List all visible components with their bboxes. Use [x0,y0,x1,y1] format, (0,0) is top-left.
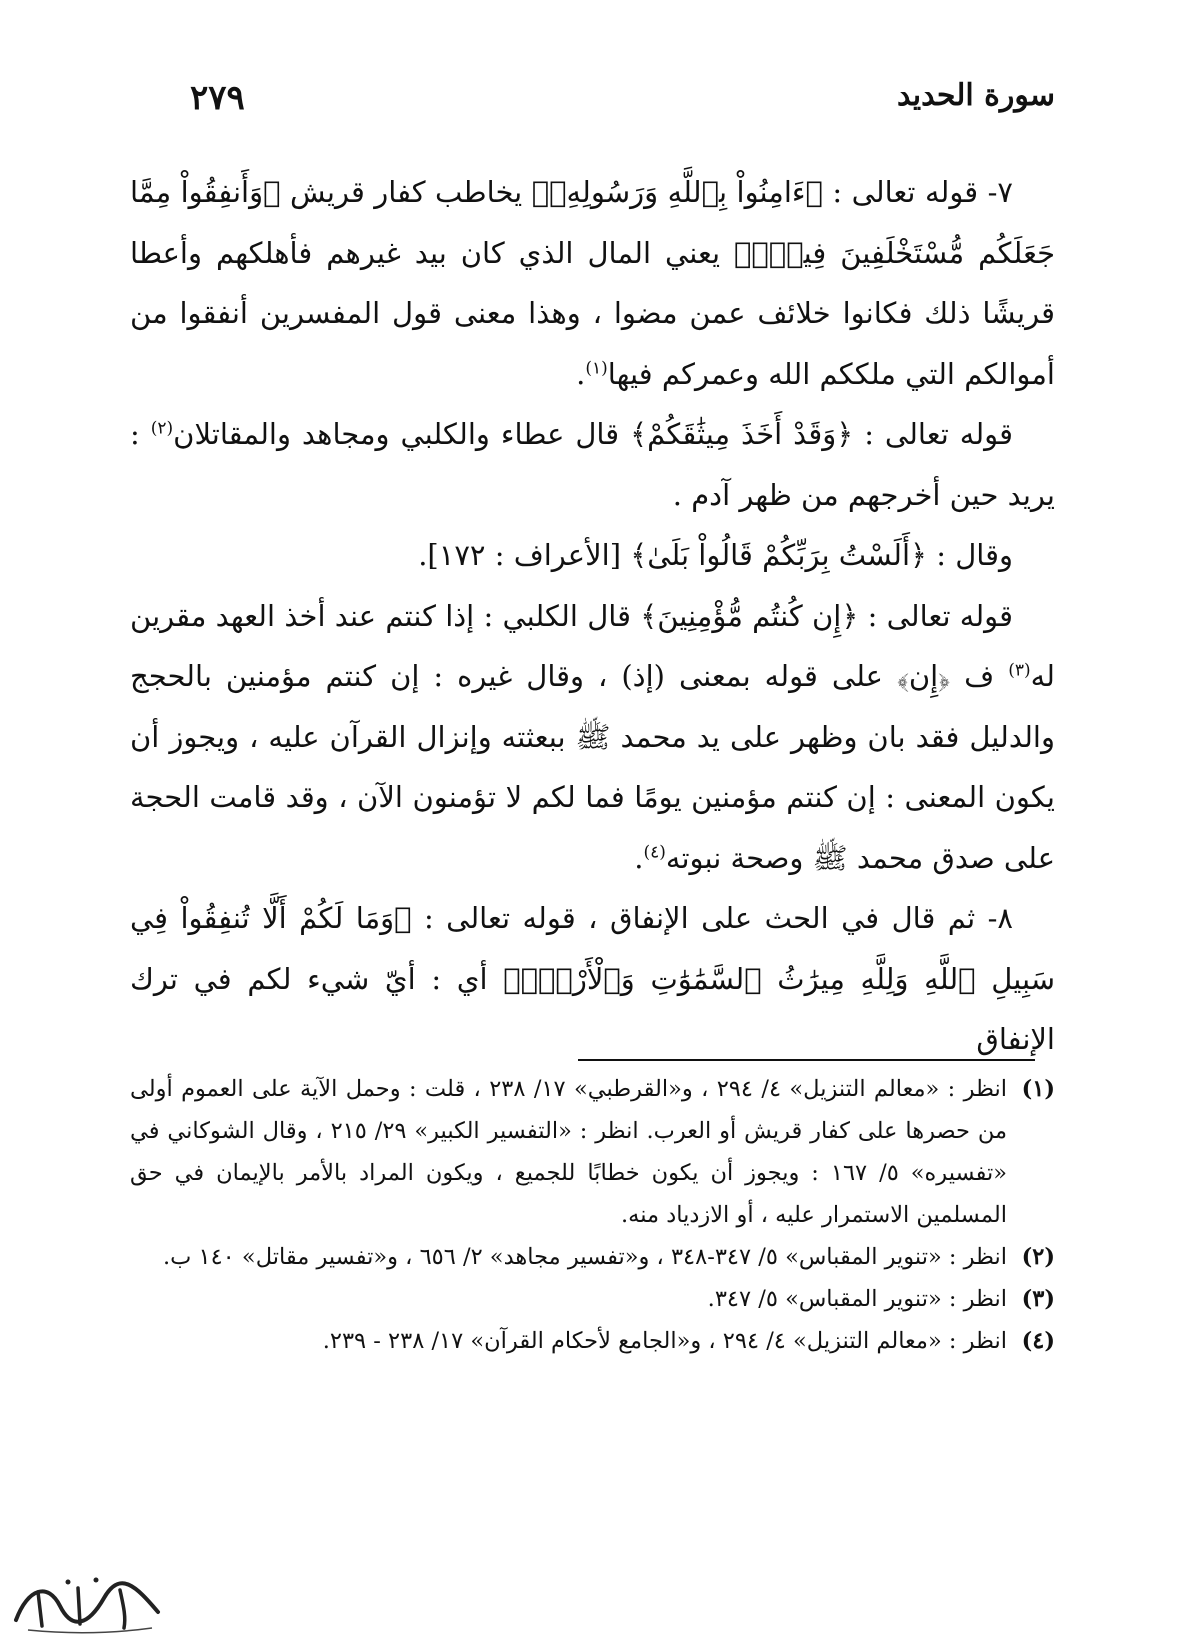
footnote-ref[interactable]: (٣) [1008,660,1031,681]
paragraph-text: يعني المال الذي كان بيد غيرهم فأهلكهم وأعطا قريشًا ذلك فكانوا خلائف عمن مضوا ، وهذا معنى قول المفسرين أنفقوا من أموالكم التي ملككم الله وعمركم فيها [130,235,1055,391]
footnote-1 [130,1068,1055,1236]
footnotes [130,1068,1055,1362]
footnote-ref[interactable]: (٤) [643,841,666,862]
footnote-divider [578,1059,1035,1061]
paragraph-text: : يريد حين أخرجهم من ظهر آدم . [130,417,1055,512]
surah-title: سورة الحديد [897,78,1055,113]
paragraph-believers [130,586,1055,889]
paragraph-text: . [634,840,644,875]
footnote-text: انظر : «معالم التنزيل» ٤/ ٢٩٤ ، و«القرطبي» ١٧/ ٢٣٨ ، قلت : وحمل الآية على العموم أولى من حصرها على كفار قريش أو العرب. انظر : «التفسير الكبير» ٢٩/ ٢١٥ ، وقال الشوكاني في «تفسيره» ٥/ ١٦٧ : ويجوز أن يكون خطابًا للجميع ، ويكون المراد بالأمر بالإيمان في حق المسلمين الاستمرار عليه ، أو الازدياد منه. [130,1076,1008,1228]
footnote-3 [130,1278,1055,1320]
footnote-text: انظر : «تنوير المقباس» ٥/ ٣٤٧. [707,1286,1007,1312]
paragraph-lead: وقال : [927,538,1013,572]
paragraph-text: قال عطاء والكلبي ومجاهد والمقاتلان [173,417,631,451]
paragraph-text: قال الكلبي : إذا كنتم عند أخذ العهد مقرين له [130,598,1055,693]
footnote-text: انظر : «تنوير المقباس» ٥/ ٣٤٧-٣٤٨ ، و«تفسير مجاهد» ٢/ ٦٥٦ ، و«تفسير مقاتل» ١٤٠ ب. [163,1244,1007,1270]
paragraph-text: . [576,356,586,391]
quran-quote: ﴿وَأَنفِقُواْ مِمَّا جَعَلَكُم مُّسْتَخْلَفِينَ فِيهِۖ﴾ [130,175,1055,270]
quran-quote: ﴿إِن كُنتُم مُّؤْمِنِينَ﴾ [640,598,859,633]
footnote-number: (١) [1021,1076,1055,1102]
quran-quote: ﴿وَمَا لَكُمْ أَلَّا تُنفِقُواْ فِي سَبِيلِ ٱللَّهِ وَلِلَّهِ مِيرَٰثُ ٱلسَّمَٰوَٰتِ وَٱلْأَرْضِۚ﴾ [130,901,1055,996]
footnote-ref[interactable]: (٢) [150,418,174,439]
paragraph-covenant [130,404,1055,525]
paragraph-text: على قوله بمعنى (إذ) ، وقال غيره : إن كنتم مؤمنين بالحجج والدليل فقد بان وظهر على يد محمد ﷺ ببعثته وإنزال القرآن عليه ، ويجوز أن يكون المعنى : إن كنتم مؤمنين يومًا فما لكم لا تؤمنون الآن ، وقد قامت الحجة على صدق محمد ﷺ وصحة نبوته [130,659,1055,875]
paragraph-text: [الأعراف : ١٧٢]. [418,538,631,572]
paragraph-verse-7 [130,162,1055,404]
paragraph-lead: قوله تعالى : [858,598,1014,633]
page-header [130,78,1055,128]
page-number: ٢٧٩ [190,78,245,118]
footnote-number: (٣) [1021,1286,1055,1312]
footnote-number: (٢) [1021,1244,1055,1270]
library-stamp-logo [8,1568,168,1638]
paragraph-text: يخاطب كفار قريش [280,175,532,209]
quran-quote: ﴿ءَامِنُواْ بِٱللَّهِ وَرَسُولِهِۦ﴾ [531,175,823,209]
paragraph-lead: ٧- قوله تعالى : [822,175,1013,209]
paragraph-alast [130,525,1055,586]
footnote-ref[interactable]: (١) [585,357,608,378]
footnote-text: انظر : «معالم التنزيل» ٤/ ٢٩٤ ، و«الجامع لأحكام القرآن» ١٧/ ٢٣٨ - ٢٣٩. [322,1328,1007,1354]
footnote-2 [130,1236,1055,1278]
footnote-4 [130,1320,1055,1362]
footnote-number: (٤) [1021,1328,1055,1354]
quran-quote: ﴿وَقَدْ أَخَذَ مِيثَٰقَكُمْ﴾ [630,417,854,451]
paragraph-text: ف [950,659,1009,693]
paragraph-lead: ٨- ثم قال في الحث على الإنفاق ، قوله تعالى : [411,901,1013,935]
main-text [130,162,1055,1070]
quran-quote: ﴿أَلَسْتُ بِرَبِّكُمْ قَالُواْ بَلَىٰ﴾ [630,538,928,572]
quran-quote: ﴿إِن﴾ [896,659,951,693]
paragraph-lead: قوله تعالى : [853,417,1013,451]
paragraph-text: أي : أيّ شيء لكم في ترك الإنفاق [130,961,1055,1056]
paragraph-verse-8 [130,888,1055,1070]
